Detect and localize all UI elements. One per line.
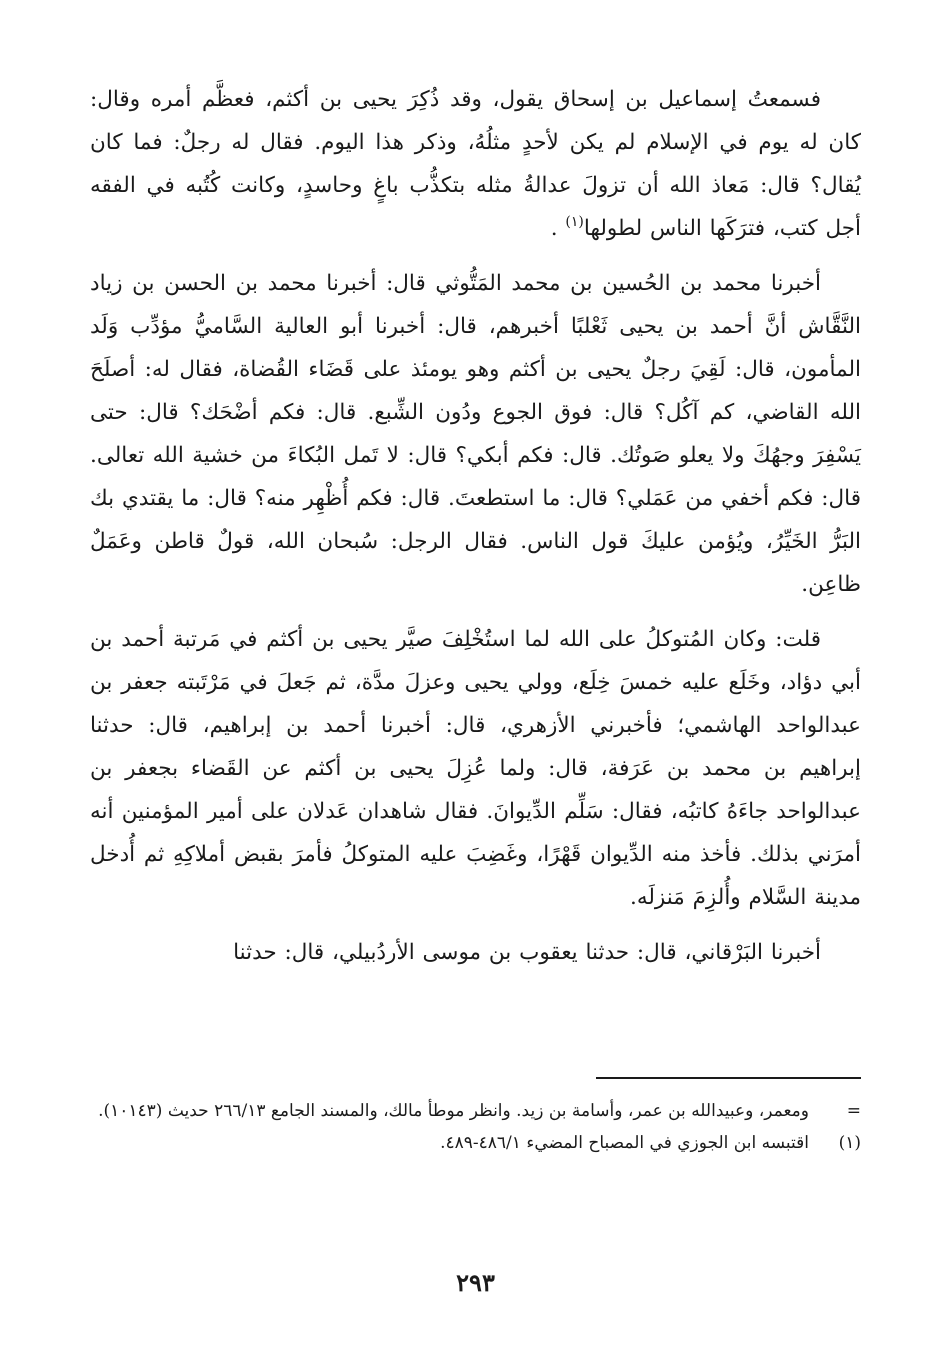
paragraph-1 xyxy=(90,78,861,250)
footnote-1 xyxy=(90,1128,861,1158)
footnote-reference-1[interactable]: (١) xyxy=(565,214,584,230)
main-text xyxy=(90,78,861,986)
footnote-separator xyxy=(596,1077,861,1079)
footnote-marker: = xyxy=(846,1101,861,1121)
paragraph-1-end: . xyxy=(550,216,566,241)
page-number: ٢٩٣ xyxy=(456,1268,495,1297)
footnote-marker: (١) xyxy=(838,1133,861,1153)
paragraph-1-text: فسمعتُ إسماعيل بن إسحاق يقول، وقد ذُكِرَ يحيى بن أكثم، فعظَّم أمره وقال: كان له يوم في الإسلام لم يكن لأحدٍ مثلُهُ، وذكر هذا اليوم. فقال له رجلٌ: فما كان يُقال؟ قال: مَعاذ الله أن تزولَ عدالةُ مثله بتكذُّب باغٍ وحاسدٍ، وكانت كُتُبه في الفقه أجل كتب، فترَكَها الناس لطولها xyxy=(90,87,861,241)
footnote-continuation xyxy=(90,1096,861,1126)
footnote-text: اقتبسه ابن الجوزي في المصباح المضيء ٤٨٦/١-٤٨٩. xyxy=(440,1133,809,1153)
footnotes-section xyxy=(90,1096,861,1160)
paragraph-3: قلت: وكان المُتوكلُ على الله لما استُخْلِفَ صيَّر يحيى بن أكثم في مَرتبة أحمد بن أبي دؤاد، وخَلَع عليه خمسَ خِلَع، وولي يحيى وعزلَ مدَّة، ثم جَعلَ في مَرْتَبته جعفر بن عبدالواحد الهاشمي؛ فأخبرني الأزهري، قال: أخبرنا أحمد بن إبراهيم، قال: حدثنا إبراهيم بن محمد بن عَرَفة، قال: ولما عُزِلَ يحيى بن أكثم عن القَضاء بجعفر بن عبدالواحد جاءَهُ كاتبُه، فقال: سَلِّم الدِّيوانَ. فقال شاهدان عَدلان على أمير المؤمنين أنه أمرَني بذلك. فأخذ منه الدِّيوان قَهْرًا، وغَضِبَ عليه المتوكلُ فأمرَ بقبض أملاكِهِ ثم أُدخل مدينة السَّلام وأُلزِمَ مَنزلَه. xyxy=(90,627,861,910)
footnote-text: ومعمر، وعبيدالله بن عمر، وأسامة بن زيد. وانظر موطأ مالك، والمسند الجامع ٢٦٦/١٣ حديث (١٠١٤٣). xyxy=(98,1101,809,1121)
paragraph-4: أخبرنا البَرْقاني، قال: حدثنا يعقوب بن موسى الأردُبيلي، قال: حدثنا xyxy=(233,940,821,965)
paragraph-2: أخبرنا محمد بن الحُسين بن محمد المَتُّوثي قال: أخبرنا محمد بن الحسن بن زياد النَّقَّاش أنَّ أحمد بن يحيى ثَعْلبًا أخبرهم، قال: أخبرنا أبو العالية السَّاميُّ مؤدِّب وَلَد المأمون، قال: لَقِيَ رجلٌ يحيى بن أكثم وهو يومئذ على قَضَاء القُضاة، فقال له: أصلَحَ الله القاضي، كم آكُل؟ قال: فوق الجوع ودُون الشِّبع. قال: فكم أضْحَك؟ قال: حتى يَسْفِرَ وجهُكَ ولا يعلو صَوتُك. قال: فكم أبكي؟ قال: لا تَمل البُكاءَ من خشية الله تعالى. قال: فكم أخفي من عَمَلي؟ قال: ما استطعتَ. قال: فكم أُظْهِر منه؟ قال: ما يقتدي بك البَرُّ الخَيِّرُ، ويُؤمن عليكَ قول الناس. فقال الرجل: سُبحان الله، قولٌ قاطن وعَمَلٌ ظاعِن. xyxy=(90,271,861,597)
